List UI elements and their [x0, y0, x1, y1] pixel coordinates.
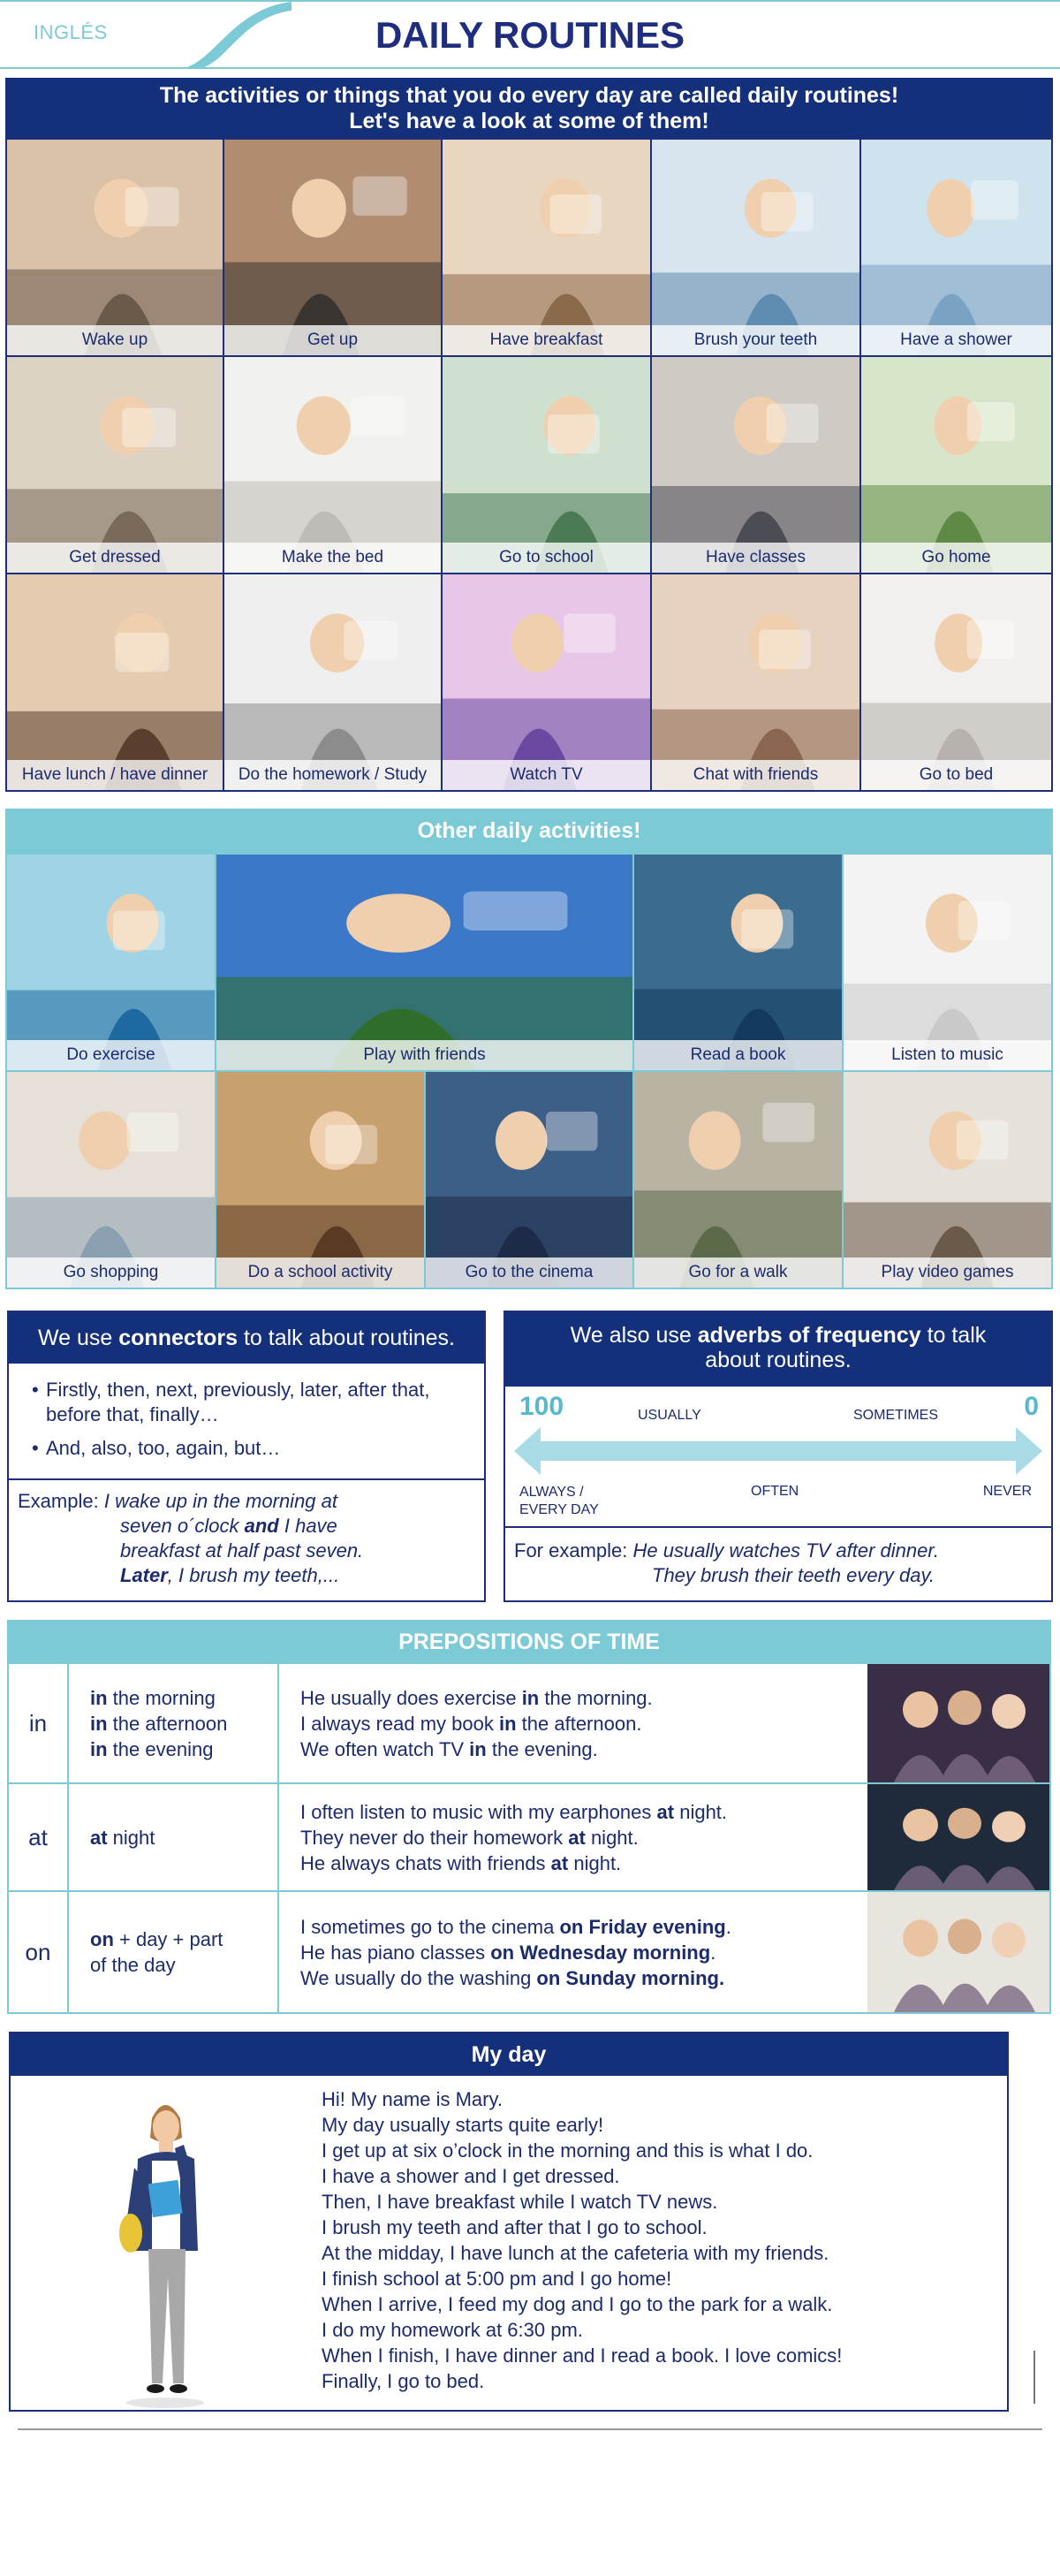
girl-with-books-icon [99, 2083, 231, 2410]
example-sentence: the evening. [486, 1737, 598, 1760]
preposition-phrase: the morning [107, 1686, 216, 1709]
story-line: When I finish, I have dinner and I read a book. I love comics! [322, 2344, 843, 2367]
routines-banner [5, 78, 1053, 138]
activity-card [844, 853, 1053, 1070]
routine-caption: Get dressed [7, 543, 223, 573]
routine-card [652, 355, 861, 573]
backpack-icon [443, 357, 650, 573]
preposition-word: on [9, 1892, 69, 2012]
example-sentence: night. [674, 1800, 728, 1823]
gamepad-icon [844, 1072, 1051, 1288]
example-sentence: night. [585, 1826, 639, 1849]
preposition-bold: on [90, 1928, 114, 1950]
bed-sheet-icon [224, 357, 441, 573]
connectors-box [7, 1311, 486, 1602]
shopping-bags-icon [7, 1072, 215, 1288]
frequency-always-line2: EVERY DAY [519, 1502, 599, 1517]
preposition-bold: in [90, 1686, 108, 1709]
toothbrush-icon [652, 140, 859, 355]
preposition-bold: in [90, 1737, 108, 1760]
preposition-bold: in [521, 1686, 540, 1709]
activity-photo [426, 1072, 632, 1288]
headphones-icon [844, 855, 1051, 1070]
routine-photo [652, 357, 859, 573]
story-line: My day usually starts quite early! [322, 2114, 604, 2136]
preposition-bold: on Sunday morning. [536, 1966, 725, 1989]
connectors-example [9, 1480, 484, 1597]
cinema-icon [426, 1072, 632, 1288]
example-connector: Later [120, 1564, 168, 1586]
phone-icon [652, 574, 859, 790]
my-day-heading: My day [11, 2033, 1007, 2076]
frequency-max: 100 [519, 1392, 564, 1421]
preposition-bold: in [498, 1712, 517, 1735]
routine-photo [224, 574, 441, 790]
meal-icon [7, 574, 223, 790]
activity-card [7, 1070, 216, 1288]
frequency-arrow-icon [514, 1427, 1042, 1475]
example-line: He usually watches TV after dinner. [632, 1539, 939, 1562]
routine-card [443, 573, 652, 790]
frequency-always-line1: ALWAYS / [519, 1485, 584, 1500]
footer-rule [18, 2428, 1042, 2430]
adverbs-heading-post: to talk [920, 1323, 987, 1348]
routine-card [861, 138, 1053, 355]
activity-caption: Play with friends [216, 1040, 632, 1070]
preposition-row [9, 1784, 1049, 1892]
example-sentence: We usually do the washing [300, 1966, 537, 1989]
activity-caption: Listen to music [844, 1040, 1051, 1070]
header-top-rule [0, 0, 1060, 2]
routine-caption: Brush your teeth [652, 325, 859, 355]
routine-card [861, 355, 1053, 573]
story-line: I have a shower and I get dressed. [322, 2165, 620, 2187]
example-line: They brush their teeth every day. [652, 1564, 935, 1586]
activity-photo [7, 855, 215, 1070]
story-line: I finish school at 5:00 pm and I go home! [322, 2268, 672, 2290]
story-line: At the midday, I have lunch at the cafeteria with my friends. [322, 2242, 829, 2264]
routines-banner-line2: Let's have a look at some of them! [349, 109, 709, 133]
clothes-icon [7, 357, 223, 573]
hikers-icon [634, 1072, 842, 1288]
preposition-bold: at [550, 1851, 569, 1874]
story-line: When I arrive, I feed my dog and I go to the park for a walk. [322, 2293, 833, 2315]
preposition-phrases [69, 1664, 279, 1782]
other-activities-section [5, 809, 1053, 1289]
preposition-word: at [9, 1784, 69, 1890]
activity-caption: Go shopping [7, 1258, 215, 1288]
preposition-bold: on Wednesday morning [490, 1941, 711, 1964]
routine-photo [7, 574, 223, 790]
story-line: Then, I have breakfast while I watch TV news. [322, 2191, 718, 2213]
example-line: seven o´clock [120, 1515, 245, 1537]
preposition-bold: at [90, 1826, 108, 1849]
routines-section [5, 78, 1053, 792]
preposition-bold: at [656, 1800, 675, 1823]
routine-photo [7, 357, 223, 573]
example-sentence: I often listen to music with my earphones [300, 1800, 657, 1823]
routine-caption: Have classes [652, 543, 859, 573]
routine-card [861, 573, 1053, 790]
activity-caption: Play video games [844, 1258, 1051, 1288]
activity-card [634, 853, 844, 1070]
connectors-bullet: • Firstly, then, next, previously, later, after that, before that, finally… [32, 1378, 472, 1427]
routine-caption: Do the homework / Study [224, 760, 441, 790]
adverbs-example [505, 1528, 1051, 1597]
breakfast-icon [443, 140, 650, 355]
frequency-min: 0 [1024, 1392, 1039, 1421]
example-label: Example: [18, 1490, 99, 1512]
frequency-never: NEVER [982, 1484, 1032, 1499]
routine-photo [224, 140, 441, 355]
example-sentence: night. [568, 1851, 622, 1874]
preposition-sentences [279, 1784, 873, 1890]
activity-card [426, 1070, 634, 1288]
activity-caption: Do exercise [7, 1040, 215, 1070]
prepositions-table [7, 1664, 1051, 2014]
routine-photo [861, 357, 1051, 573]
routine-photo [652, 574, 859, 790]
other-activities-banner: Other daily activities! [5, 809, 1053, 853]
example-connector: and [244, 1515, 279, 1537]
activity-photo [216, 855, 632, 1070]
friends-photo-icon [867, 1664, 1049, 1782]
activity-card [7, 853, 216, 1070]
connectors-list [9, 1364, 484, 1480]
story-line: Hi! My name is Mary. [322, 2088, 503, 2110]
example-line: , I brush my teeth,... [167, 1564, 340, 1586]
routine-card [443, 355, 652, 573]
routine-caption: Watch TV [443, 760, 650, 790]
book-icon [634, 855, 842, 1070]
piano-photo-icon [867, 1892, 1049, 2012]
routine-caption: Wake up [7, 325, 223, 355]
activity-photo [216, 1072, 424, 1288]
activity-photo [634, 1072, 842, 1288]
example-sentence: I always read my book [300, 1712, 499, 1735]
routine-card [7, 138, 224, 355]
routine-caption: Get up [224, 325, 441, 355]
preposition-phrase: night [107, 1826, 155, 1849]
phone-photo-icon [867, 1784, 1049, 1890]
example-sentence: They never do their homework [300, 1826, 569, 1849]
preposition-bold: in [469, 1737, 487, 1760]
preposition-bold: in [90, 1712, 108, 1735]
frequency-always [519, 1484, 599, 1519]
connectors-bullet: • And, also, too, again, but… [32, 1436, 472, 1461]
walking-icon [861, 357, 1051, 573]
routine-photo [861, 574, 1051, 790]
frequency-usually: USUALLY [638, 1408, 701, 1423]
alarm-clock-icon [7, 140, 223, 355]
preposition-phrases [69, 1892, 279, 2012]
routine-card [7, 573, 224, 790]
routine-photo [652, 140, 859, 355]
preposition-phrase: + day + part [113, 1928, 223, 1950]
routine-photo [443, 357, 650, 573]
connectors-heading [9, 1312, 484, 1364]
my-day-box [9, 2032, 1009, 2412]
routine-caption: Chat with friends [652, 760, 859, 790]
bed-icon [224, 140, 441, 355]
example-sentence: We often watch TV [300, 1737, 470, 1760]
adverbs-heading-pre: We also use [570, 1323, 698, 1348]
routine-card [652, 138, 861, 355]
routine-photo [443, 140, 650, 355]
routine-caption: Go to bed [861, 760, 1051, 790]
story-line: I get up at six o’clock in the morning and this is what I do. [322, 2139, 814, 2162]
routine-photo [443, 574, 650, 790]
preposition-phrase: the evening [107, 1737, 214, 1760]
basketball-icon [216, 855, 632, 1070]
activity-photo [634, 855, 842, 1070]
routine-photo [224, 357, 441, 573]
activity-photo [7, 1072, 215, 1288]
example-sentence: . [710, 1941, 716, 1964]
routine-card [652, 573, 861, 790]
example-line: I have [278, 1515, 337, 1537]
connectors-heading-bold: connectors [118, 1326, 238, 1350]
activity-caption: Do a school activity [216, 1258, 424, 1288]
activity-caption: Read a book [634, 1040, 842, 1070]
adverbs-heading-line2: about routines. [705, 1348, 852, 1372]
frequency-sometimes: SOMETIMES [853, 1408, 939, 1423]
laptop-icon [224, 574, 441, 790]
example-sentence: the morning. [539, 1686, 653, 1709]
connectors-heading-pre: We use [38, 1326, 119, 1350]
activity-photo [844, 1072, 1051, 1288]
preposition-phrase: the afternoon [107, 1712, 228, 1735]
adverbs-box [504, 1311, 1053, 1602]
routine-card [224, 138, 443, 355]
example-sentence: the afternoon. [516, 1712, 642, 1735]
story-line: I brush my teeth and after that I go to school. [322, 2216, 708, 2238]
preposition-word: in [9, 1664, 69, 1782]
routine-photo [861, 140, 1051, 355]
activity-caption: Go for a walk [634, 1258, 842, 1288]
story-line: I do my homework at 6:30 pm. [322, 2319, 583, 2341]
frequency-often: OFTEN [751, 1484, 799, 1499]
example-line: breakfast at half past seven. [120, 1539, 364, 1562]
preposition-row [9, 1664, 1049, 1784]
example-sentence: He usually does exercise [300, 1686, 522, 1709]
preposition-phrases [69, 1784, 279, 1890]
prepositions-heading: PREPOSITIONS OF TIME [7, 1620, 1051, 1664]
routine-card [443, 138, 652, 355]
tv-icon [443, 574, 650, 790]
routines-grid [5, 138, 1053, 792]
story-line: Finally, I go to bed. [322, 2370, 485, 2392]
routine-caption: Go home [861, 543, 1051, 573]
shower-icon [861, 140, 1051, 355]
preposition-bold: at [568, 1826, 586, 1849]
frequency-scale [505, 1387, 1051, 1528]
side-mark [1034, 2351, 1035, 2404]
example-sentence: I sometimes go to the cinema [300, 1915, 560, 1938]
my-day-story [322, 2086, 842, 2394]
routine-caption: Make the bed [224, 543, 441, 573]
routine-caption: Go to school [443, 543, 650, 573]
sleep-icon [861, 574, 1051, 790]
guitar-icon [216, 1072, 424, 1288]
adverbs-heading-bold: adverbs of frequency [697, 1323, 921, 1348]
preposition-phrase: of the day [90, 1954, 176, 1976]
example-sentence: He always chats with friends [300, 1851, 551, 1874]
page-header [0, 0, 1060, 69]
routine-card [224, 355, 443, 573]
connectors-heading-post: to talk about routines. [238, 1326, 455, 1350]
activity-card [844, 1070, 1053, 1288]
adverbs-heading [505, 1312, 1051, 1387]
routine-caption: Have breakfast [443, 325, 650, 355]
activity-card [216, 1070, 426, 1288]
activity-photo [844, 855, 1051, 1070]
routines-banner-line1: The activities or things that you do every day are called daily routines! [159, 83, 899, 108]
preposition-row [9, 1892, 1049, 2014]
other-activities-grid [5, 853, 1053, 1289]
routine-caption: Have lunch / have dinner [7, 760, 223, 790]
example-label: For example: [514, 1539, 628, 1562]
activity-card [216, 853, 634, 1070]
example-sentence: . [725, 1915, 731, 1938]
routine-card [7, 355, 224, 573]
preposition-bold: on Friday evening [559, 1915, 726, 1938]
subject-label: INGLÉS [34, 21, 108, 43]
activity-card [634, 1070, 844, 1288]
preposition-sentences [279, 1664, 873, 1782]
header-bottom-rule [0, 67, 1060, 69]
example-line: I wake up in the morning at [103, 1490, 337, 1512]
swimming-icon [7, 855, 215, 1070]
preposition-sentences [279, 1892, 873, 2012]
routine-photo [7, 140, 223, 355]
classroom-icon [652, 357, 859, 573]
page-title: DAILY ROUTINES [375, 14, 685, 56]
routine-card [224, 573, 443, 790]
example-sentence: He has piano classes [300, 1941, 491, 1964]
routine-caption: Have a shower [861, 325, 1051, 355]
activity-caption: Go to the cinema [426, 1258, 632, 1288]
